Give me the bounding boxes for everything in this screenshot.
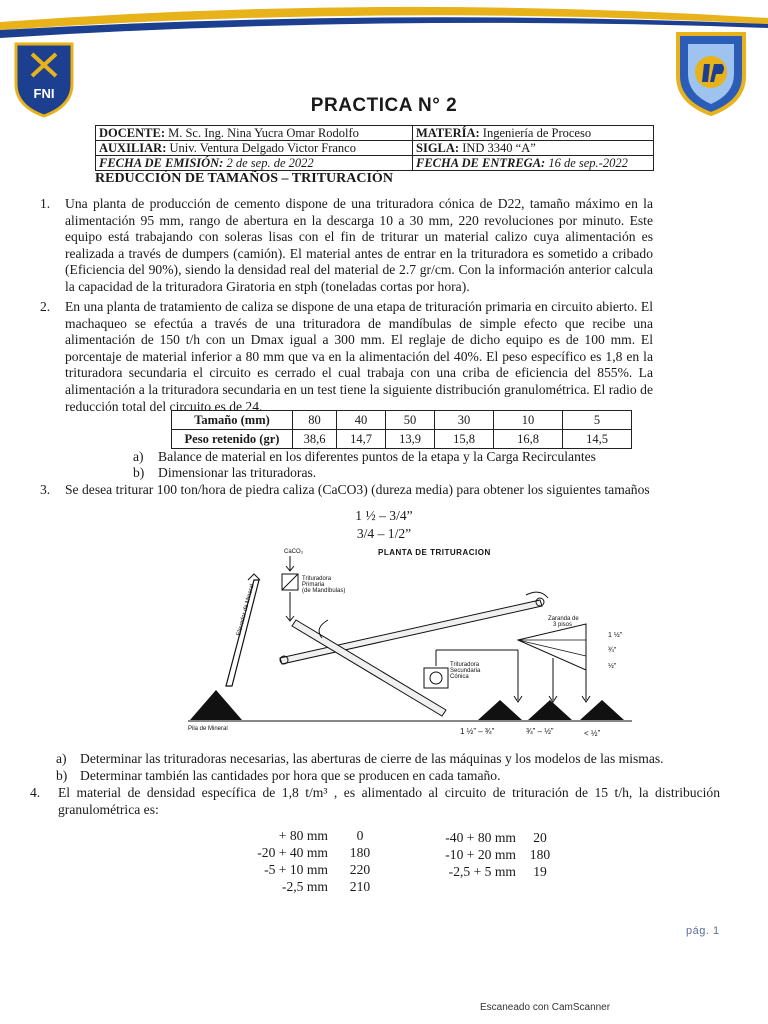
caco3-label: CaCO₃ [284,549,304,555]
secondary-crusher [424,668,448,688]
weight-column [340,827,380,895]
stockpile [528,700,572,720]
stockpile [478,700,522,720]
emision-cell [96,156,413,171]
problem-number: 2. [40,299,51,314]
table-cell: 13,9 [386,430,435,449]
screen-label: Zaranda de [548,616,579,622]
size-value: -20 + 40 mm [257,845,328,860]
problem-number: 4. [30,785,41,800]
problem-1-text: Una planta de producción de cemento dispone de una trituradora cónica de D22, tamaño máximo en la alimentación 95 mm, rango de abertura en la descarga 10 a 30 mm, 220 revoluciones por minuto. Este equipo está trabajando con soleras lisas con el fin de triturar un material calizo cuya alimentación es realizada a través de dumpers (camión). El material antes de entrar en la trituradora es sometido a cribado (Eficiencia del 90%), siendo la densidad real del material de 2.7 gr/cm. Con la información anterior calcula la capacidad de la trituradora Giratoria en stph (toneladas cortas por hora). [65,196,653,294]
table-cell: 50 [386,411,435,430]
arrow-icon [286,592,294,621]
table-cell: 40 [337,411,386,430]
section-title: REDUCCIÓN DE TAMAÑOS – TRITURACIÓN [95,171,393,186]
product-size-label: ¾” – ½” [526,727,554,736]
primary-crusher-label: (de Mandíbulas) [302,588,346,594]
arrow-icon [248,574,260,580]
table-row [172,411,632,430]
size-value: -2,5 mm [281,879,328,894]
auxiliar-value: Univ. Ventura Delgado Victor Franco [166,141,356,155]
weight-column [520,829,560,880]
entrega-value: 16 de sep.-2022 [545,156,628,170]
table-row-header: Tamaño (mm) [172,411,293,430]
screen-size-label: 1 ½” [608,632,623,639]
list-item-letter: a) [56,751,67,766]
list-item: Dimensionar las trituradoras. [158,465,317,480]
product-size-label: < ½” [584,729,601,738]
sigla-value: IND 3340 “A” [459,141,536,155]
stockpile [190,690,242,720]
weight-value: 180 [349,845,371,860]
weight-value: 19 [533,864,547,879]
entrega-label: FECHA DE ENTREGA: [416,156,546,170]
primary-crusher-label: Trituradora [302,576,332,582]
problem-number: 3. [40,482,51,497]
problem-4-text: El material de densidad específica de 1,8 t/m³ , es alimentado al circuito de trituración de 15 t/h, la distribución granulométrica es: [58,785,720,817]
weight-value: 220 [349,862,371,877]
primary-crusher-label: Primaria [302,582,325,588]
entrega-cell [413,156,654,171]
table-row-header: Peso retenido (gr) [172,430,293,449]
secondary-crusher-label: Secundaria [450,668,481,674]
table-cell: 15,8 [435,430,494,449]
problem-2-text: En una planta de tratamiento de caliza se dispone de una etapa de trituración primaria en circuito abierto. El machaqueo se efectúa a través de una trituradora de mandíbulas de simple efecto que recibe una alimentación de 150 t/h con un Dmax igual a 300 mm. El reglaje de dicho equipo es de 100 mm. El porcentaje de material inferior a 80 mm que va en la alimentación del 40%. El peso específico es 1,8 en la trituradora secundaria el circuito es cerrado el cual trabaja con una criba de eficiencia del 855%. La alimentación a la trituradora secundaria en un test tiene la siguiente distribución granulométrica. El radio de reducción total del circuito es de 24. [65,299,653,414]
size-value: -5 + 10 mm [264,862,328,877]
size-value: + 80 mm [278,828,328,843]
secondary-crusher-cone [430,672,442,684]
secondary-crusher-label: Trituradora [450,662,480,668]
size-value: -40 + 80 mm [445,830,516,845]
emision-value: 2 de sep. de 2022 [223,156,314,170]
auxiliar-label: AUXILIAR: [99,141,167,155]
sigla-cell [413,141,654,156]
weight-value: 0 [356,828,364,843]
table-cell: 80 [293,411,337,430]
docente-label: DOCENTE: [99,126,165,140]
weight-value: 210 [349,879,371,894]
table-cell: 14,7 [337,430,386,449]
materia-value: Ingeniería de Proceso [479,126,592,140]
size-range: 1 ½ – 3/4” [355,508,413,523]
table-cell: 5 [563,411,632,430]
docente-cell [96,126,413,141]
product-size-label: 1 ½” – ¾” [460,727,495,736]
pile-label: Pila de Mineral [188,726,228,732]
screen-size-label: ½” [608,663,617,670]
primary-crusher-jaw [282,574,298,590]
stockpile [580,700,624,720]
rotation-arrow-icon [526,592,548,598]
list-item: Determinar también las cantidades por hora que se producen en cada tamaño. [80,768,501,783]
weight-value: 180 [529,847,551,862]
materia-label: MATERÍA: [416,126,480,140]
size-value: -2,5 + 5 mm [448,864,516,879]
course-info-row [96,141,654,156]
list-item-letter: b) [133,465,145,480]
arrow-icon [514,650,522,702]
screen-deck [518,624,586,670]
course-info-row [96,156,654,171]
sigla-label: SIGLA: [416,141,460,155]
auxiliar-cell [96,141,413,156]
size-column [420,829,516,880]
table-cell: 16,8 [494,430,563,449]
weight-value: 20 [533,830,547,845]
arrow-icon [582,670,590,702]
page-title: PRACTICA N° 2 [310,95,458,116]
materia-cell [413,126,654,141]
course-info-table [95,125,654,171]
emision-label: FECHA DE EMISIÓN: [99,156,224,170]
table-cell: 14,5 [563,430,632,449]
header-band [0,0,768,60]
screen-size-label: ¾” [608,647,617,654]
elevator-label: Elevador de Mineral [236,583,256,637]
problem-number: 1. [40,196,51,211]
diagram-title: PLANTA DE TRITURACION [378,548,491,557]
list-item: Determinar las trituradoras necesarias, las aberturas de cierre de las máquinas y los modelos de las mismas. [80,751,664,766]
fni-logo-text: FNI [33,86,55,101]
table-cell: 30 [435,411,494,430]
size-range: 3/4 – 1/2” [356,526,412,541]
rotation-arrow-icon [319,620,328,638]
secondary-crusher-label: Cónica [450,674,469,680]
granulometry-table [171,410,632,449]
return-conveyor [292,620,446,716]
table-cell: 10 [494,411,563,430]
size-value: -10 + 20 mm [445,847,516,862]
list-item-letter: a) [133,449,144,464]
screen-deck-line [518,640,586,656]
course-info-row [96,126,654,141]
page-number: pág. 1 [686,925,720,937]
arrow-icon [549,658,557,702]
docente-value: M. Sc. Ing. Nina Yucra Omar Rodolfo [164,126,359,140]
list-item: Balance de material en los diferentes puntos de la etapa y la Carga Recirculantes [158,449,596,464]
table-cell: 38,6 [293,430,337,449]
scanner-watermark: Escaneado con CamScanner [480,1002,611,1013]
screen-label: 3 pisos [553,622,573,628]
table-row [172,430,632,449]
size-column [232,827,328,895]
crushing-plant-diagram [188,540,632,745]
list-item-letter: b) [56,768,68,783]
problem-3-text: Se desea triturar 100 ton/hora de piedra caliza (CaCO3) (dureza media) para obtener los siguientes tamaños [65,482,650,497]
